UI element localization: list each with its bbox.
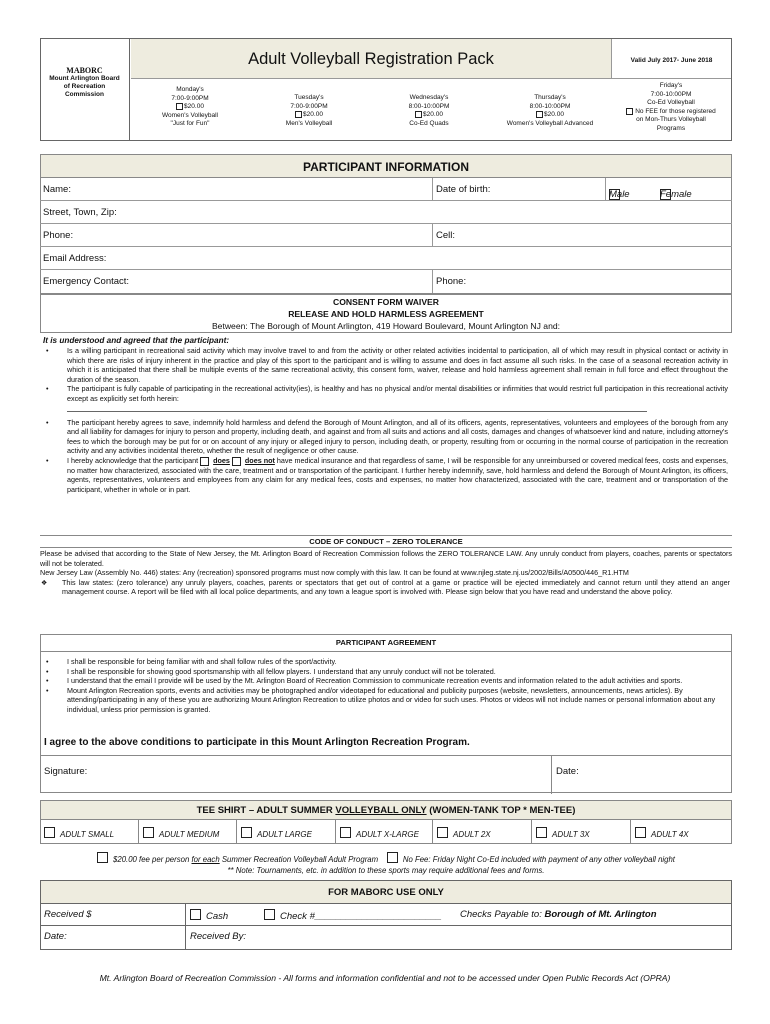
tshirt-sizes [40, 820, 732, 844]
size-large[interactable]: ADULT LARGE [241, 827, 312, 839]
agreement-item: • I shall be responsible for being familiar with and shall follow rules of the sport/activity. [40, 657, 724, 667]
size-3x-checkbox[interactable] [536, 827, 547, 838]
signature-row [40, 755, 732, 793]
row-email [40, 247, 732, 270]
fee-line: $20.00 fee per person for each Summer Recreation Volleyball Adult Program No Fee: Friday Night Co-Ed included with payment of any other volleyball night ** Note: Tournaments, etc. in addition to these sports may require additional fees and forms. [40, 852, 732, 876]
row-name: Name: Date of birth: Male Female [40, 178, 732, 201]
valid-block [611, 39, 731, 79]
wednesday-checkbox[interactable] [415, 111, 422, 118]
consent-item: • The participant is fully capable of participating in the recreational activity(ies), is healthy and has no physical and/or mental disabilities or infirmities that would restrict full participation in this recreational activity except as explicitly set forth herein: [40, 384, 728, 403]
insurance-does-checkbox[interactable] [200, 457, 209, 466]
emergency-label: Emergency Contact: [43, 276, 130, 287]
check-option[interactable]: Check #________________________ [264, 909, 442, 922]
size-3x[interactable]: ADULT 3X [536, 827, 590, 839]
check-checkbox[interactable] [264, 909, 275, 920]
day-wednesday: Wednesday's 8:00-10:00PM $20.00 Co-Ed Quads [408, 94, 450, 127]
size-xlarge[interactable]: ADULT X-LARGE [340, 827, 419, 839]
participant-title: PARTICIPANT INFORMATION [40, 154, 732, 178]
row-emergency [40, 270, 732, 293]
office-row-1 [40, 904, 732, 926]
fee-checkbox[interactable] [97, 852, 108, 863]
received-by-label: Received By: [190, 931, 246, 942]
understood-heading: It is understood and agreed that the participant: [43, 336, 230, 345]
health-restrictions-line[interactable] [67, 408, 647, 412]
org-block [40, 38, 130, 141]
tshirt-title: TEE SHIRT – ADULT SUMMER VOLLEYBALL ONLY (WOMEN-TANK TOP * MEN-TEE) [40, 800, 732, 820]
valid-dates: Valid July 2017- June 2018 [630, 57, 713, 64]
day-thursday: Thursday's 8:00-10:00PM $20.00 Women's Volleyball Advanced [506, 94, 594, 127]
monday-checkbox[interactable] [176, 103, 183, 110]
tuesday-checkbox[interactable] [295, 111, 302, 118]
signature-label: Signature: [44, 766, 88, 777]
office-row-2 [40, 926, 732, 950]
size-4x-checkbox[interactable] [635, 827, 646, 838]
agreement-title: PARTICIPANT AGREEMENT [40, 634, 732, 652]
size-xlarge-checkbox[interactable] [340, 827, 351, 838]
size-2x[interactable]: ADULT 2X [437, 827, 491, 839]
street-label: Street, Town, Zip: [43, 207, 117, 218]
insurance-does-not-checkbox[interactable] [232, 457, 241, 466]
size-4x[interactable]: ADULT 4X [635, 827, 689, 839]
row-street [40, 201, 732, 224]
consent-item: • Is a willing participant in recreational said activity which may involve travel to and from the activity or other related activities incidental to participation, all of which may result in physical contact or activity in which there are risks of injury inherent in the practice and play of this sport to the participant and is willing to assume and does in fact assume all such risks. In the case of a seasonal recreation activity in which it is anticipated that there shall be multiple events of the same recreational activity, this consent form, waiver, release and hold harmless agreement shall remain in full force and effect throughout the duration of the season. [40, 346, 728, 384]
consent-item: • The participant hereby agrees to save, indemnify hold harmless and defend the Borough of Mount Arlington, and all of its officers, agents, representatives, volunteers and employees of the borough from any and all liability for damages for injury to person and property, including death, and against and from all suits and actions and all costs, damages and changes of whatsoever kind and nature, including attorney's fees to which the borough may be put for or on account of any injury or alleged injury to person, including death, or property, resulting from or occurring in the normal course of participation in the recreation activity and any activities incidental thereto, whether the result of negligence or other cause. [40, 418, 728, 456]
consent-list [40, 346, 732, 404]
org-sub: Mount Arlington Board of Recreation Commission [49, 75, 120, 98]
dob-label: Date of birth: [436, 184, 491, 195]
conduct-p3: ❖ This law states: (zero tolerance) any unruly players, coaches, parents or spectators that get out of control at a game or practice will be ejected immediately and cannot return until they attend an anger management course. A report will be filed with all local police departments, and any town a league sport is involved with. Please sign below that you have read and understand the above policy. [41, 577, 730, 597]
fee-note: ** Note: Tournaments, etc. in addition to these sports may require additional fees and forms. [227, 866, 545, 875]
size-2x-checkbox[interactable] [437, 827, 448, 838]
consent-subtitle: RELEASE AND HOLD HARMLESS AGREEMENT [288, 309, 484, 319]
day-monday: Monday's 7:00-9:00PM $20.00 Women's Volleyball "Just for Fun" [161, 86, 219, 128]
cash-option[interactable]: Cash [190, 909, 228, 922]
consent-body [40, 335, 732, 494]
agreement-list [40, 657, 732, 715]
conduct-p1: Please be advised that according to the State of New Jersey, the Mt. Arlington Board of Recreation Commission follows the ZERO TOLERANCE LAW. Any unruly conduct from players, coaches, parents or spectators will not be tolerated. [40, 549, 732, 568]
agree-statement: I agree to the above conditions to participate in this Mount Arlington Recreation Program. [44, 737, 470, 748]
emergency-phone-label: Phone: [436, 276, 467, 287]
org-name: MABORC [66, 66, 103, 75]
size-medium-checkbox[interactable] [143, 827, 154, 838]
title-band [131, 39, 611, 79]
friday-checkbox[interactable] [626, 108, 633, 115]
no-fee-checkbox[interactable] [387, 852, 398, 863]
consent-list-2 [40, 418, 732, 495]
received-amount-label: Received $ [44, 909, 92, 920]
office-date-label: Date: [44, 931, 67, 942]
consent-item: • I hereby acknowledge that the participant does does not have medical insurance and that regardless of same, I will be responsible for any unreimbursed or covered medical fees, costs and expenses, no matter how characterized, associated with the care, treatment and or transportation of the participant. I further hereby indemnify, save, hold harmless and defend the Borough of Mount Arlington, its officers, agents, representatives, volunteers and employees from any claim for any medical fees, costs and expenses, no matter how characterized, associated with the care, treatment and or transportation of the participant, whether in whole or in part. [40, 456, 728, 494]
signature-field[interactable] [100, 758, 550, 791]
agreement-item: • Mount Arlington Recreation sports, events and activities may be photographed and/or videotaped for educational and publicity purposes (website, newsletters, announcements, news articles). By attending/participating in any of these you are authorizing Mount Arlington Recreation to utilize photos and or video for such uses. Photos or videos will not include names or personal information about any individual, unless prior permission is granted. [40, 686, 724, 715]
signature-date-label: Date: [556, 766, 579, 777]
email-label: Email Address: [43, 253, 107, 264]
cash-checkbox[interactable] [190, 909, 201, 920]
size-small[interactable]: ADULT SMALL [44, 827, 114, 839]
size-medium[interactable]: ADULT MEDIUM [143, 827, 219, 839]
footer-note: Mt. Arlington Board of Recreation Commission - All forms and information confidential and not to be accessed under Open Public Records Act (OPRA) [99, 973, 671, 983]
consent-between: Between: The Borough of Mount Arlington, 419 Howard Boulevard, Mount Arlington NJ and: [211, 321, 561, 331]
conduct-p2: New Jersey Law (Assembly No. 446) states: Any (recreation) sponsored programs must now comply with this law. It can be found at www.njleg.state.nj.us/2002/Bills/A0500/446_R1.HTM [40, 568, 629, 578]
consent-title: CONSENT FORM WAIVER [333, 297, 439, 307]
day-friday: Friday's 7:00-10:00PM Co-Ed Volleyball No FEE for those registered on Mon-Thurs Volleyball Programs [611, 82, 731, 133]
thursday-checkbox[interactable] [536, 111, 543, 118]
conduct-title: CODE OF CONDUCT – ZERO TOLERANCE [40, 535, 732, 548]
agreement-item: • I shall be responsible for showing good sportsmanship with all fellow players. I understand that any unruly conduct will not be tolerated. [40, 667, 724, 677]
size-large-checkbox[interactable] [241, 827, 252, 838]
phone-label: Phone: [43, 230, 74, 241]
name-label: Name: [43, 184, 71, 195]
consent-header [40, 294, 732, 333]
conduct-body [40, 549, 732, 597]
office-title: FOR MABORC USE ONLY [40, 880, 732, 904]
size-small-checkbox[interactable] [44, 827, 55, 838]
row-phone [40, 224, 732, 247]
page-title: Adult Volleyball Registration Pack [248, 50, 494, 68]
agreement-item: • I understand that the email I provide will be used by the Mt. Arlington Board of Recreation Commission to communicate recreation events and information related to the adult activities and sports. [40, 676, 724, 686]
cell-label: Cell: [436, 230, 456, 241]
payable-to: Checks Payable to: Borough of Mt. Arlington [460, 909, 657, 920]
day-tuesday: Tuesday's 7:00-9:00PM $20.00 Men's Volleyball [285, 94, 333, 127]
